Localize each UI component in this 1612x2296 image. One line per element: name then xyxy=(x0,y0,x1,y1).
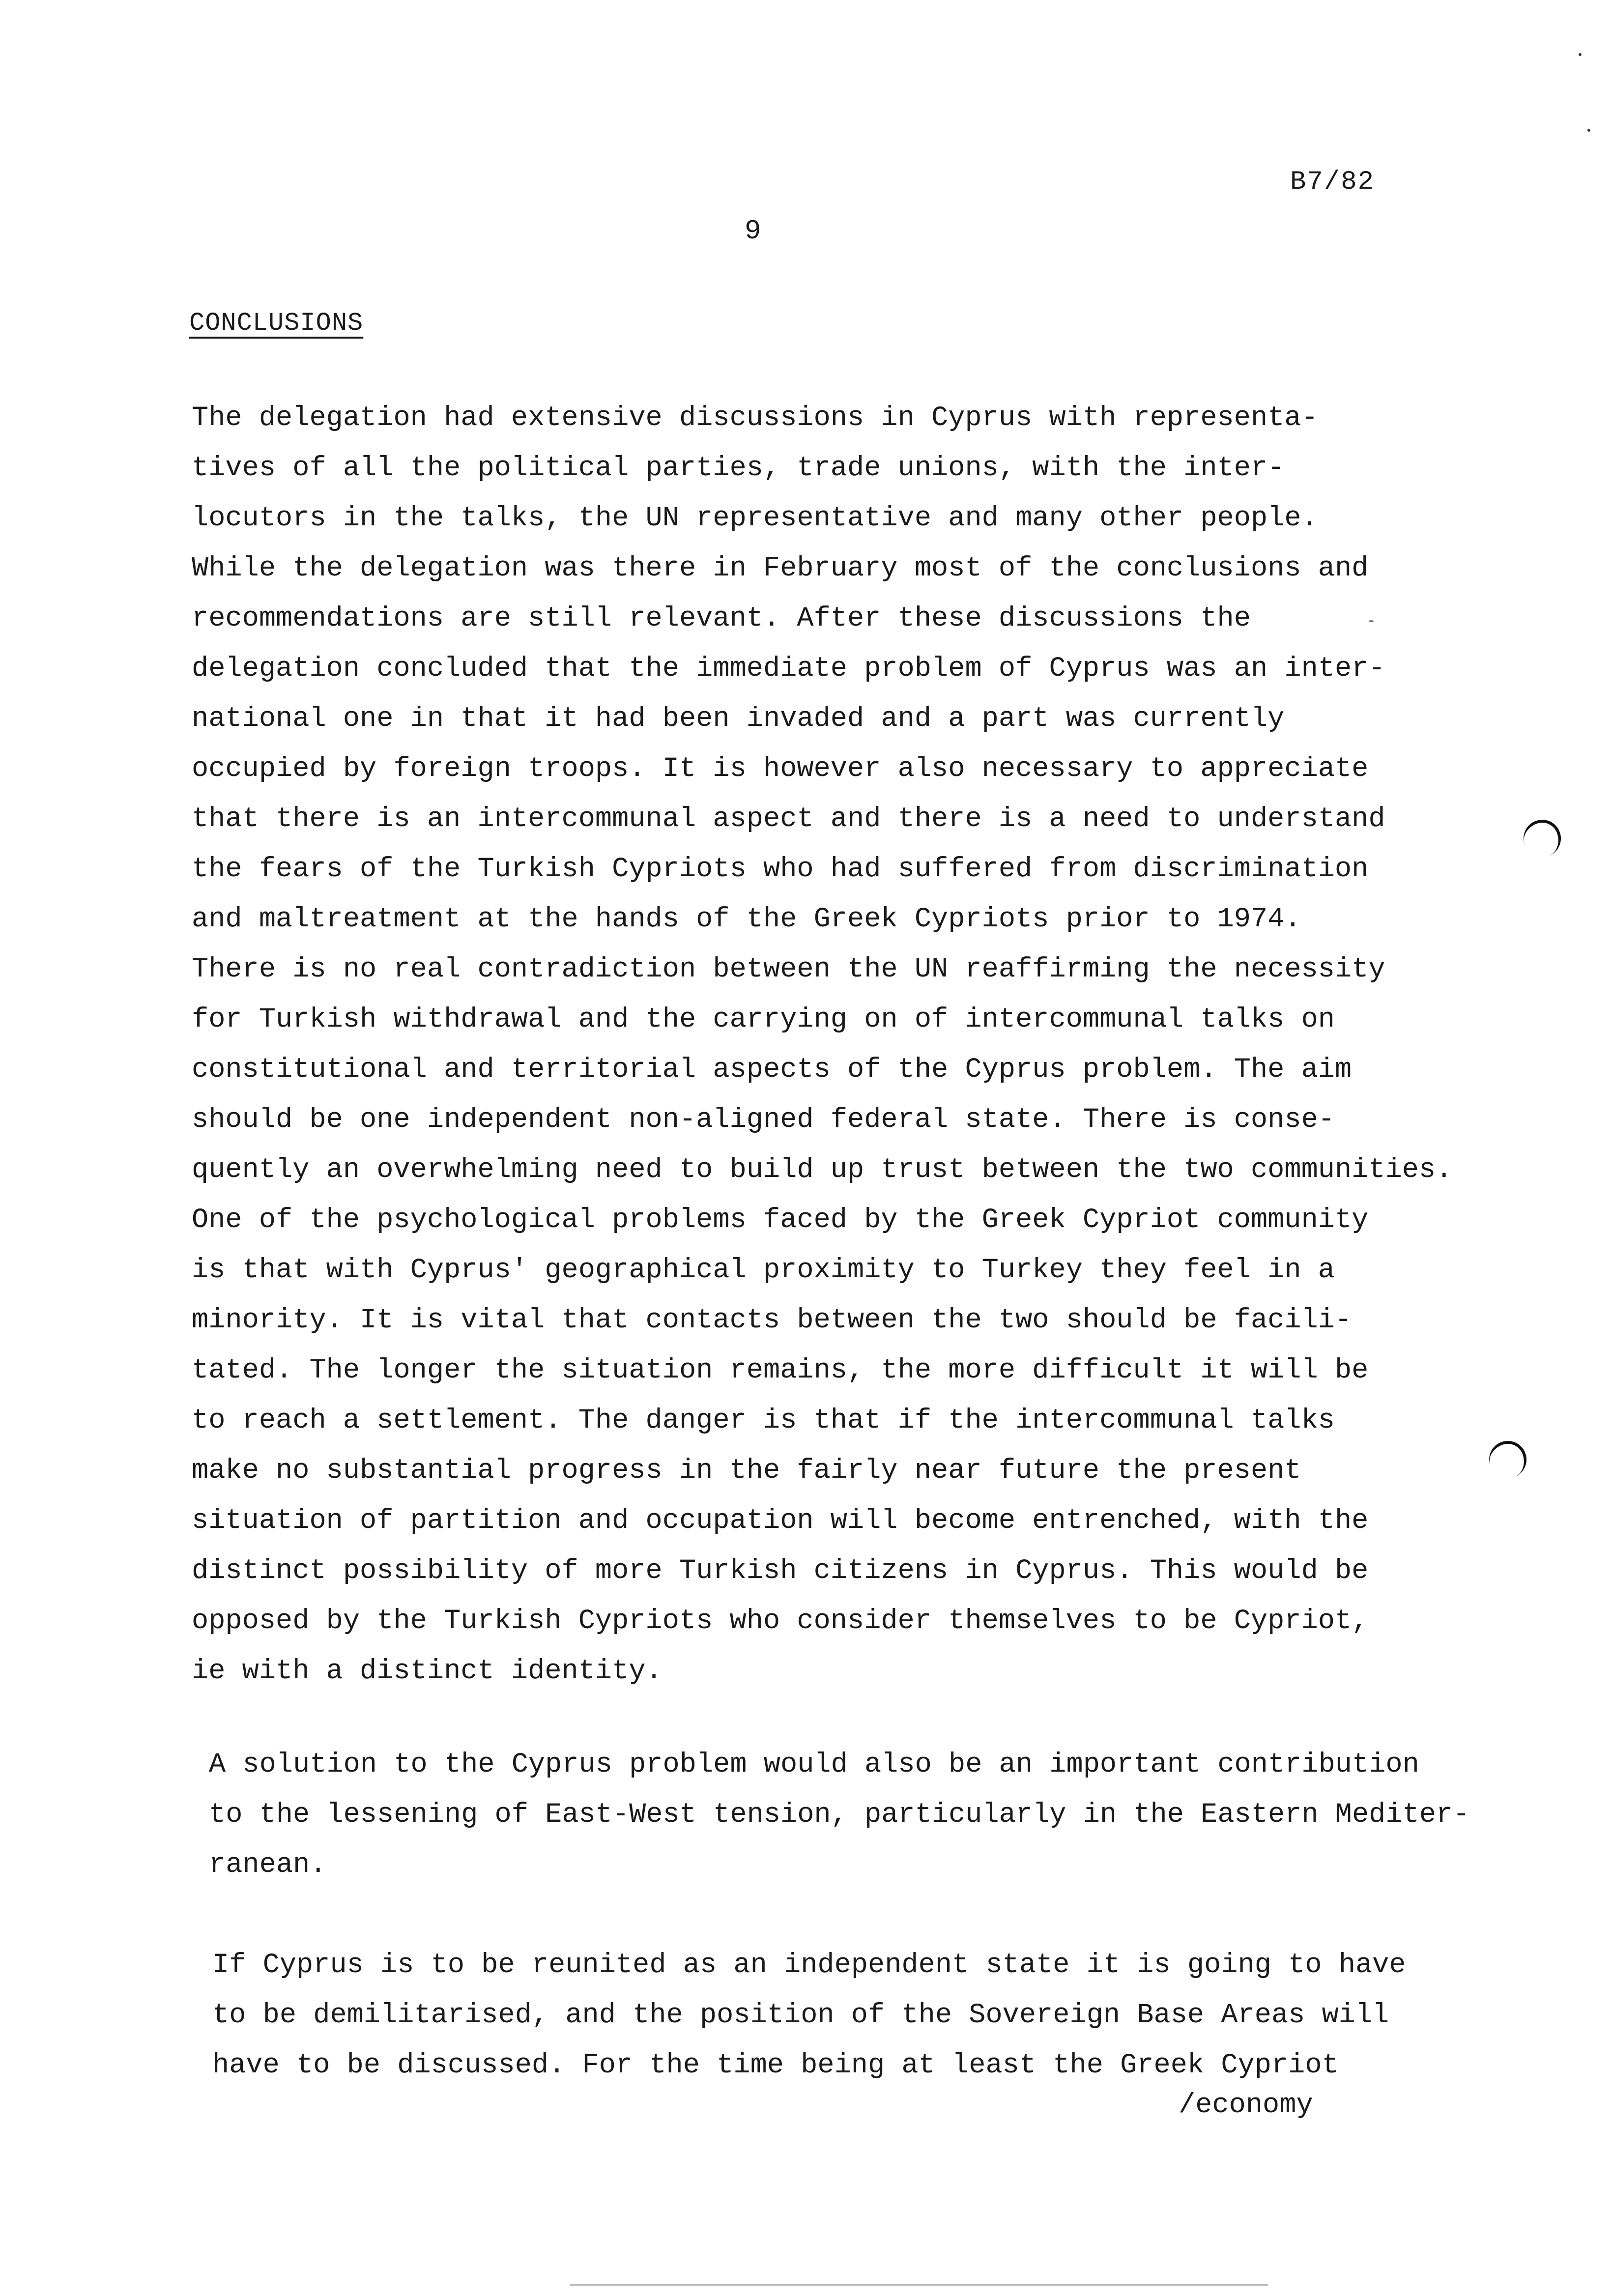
section-heading: CONCLUSIONS xyxy=(189,309,364,338)
text-line: have to be discussed. For the time being at least the Greek Cypriot xyxy=(212,2050,1339,2081)
text-line: distinct possibility of more Turkish citizens in Cyprus. This would be xyxy=(192,1555,1369,1587)
text-line: make no substantial progress in the fairly near future the present xyxy=(192,1455,1301,1487)
ink-speck xyxy=(1579,53,1582,56)
text-line: While the delegation was there in February most of the conclusions and xyxy=(192,553,1369,584)
text-line: and maltreatment at the hands of the Greek Cypriots prior to 1974. xyxy=(192,904,1301,935)
text-line: to reach a settlement. The danger is that if the intercommunal talks xyxy=(192,1405,1335,1436)
text-line: to the lessening of East-West tension, particularly in the Eastern Mediter- xyxy=(209,1799,1470,1831)
text-line: If Cyprus is to be reunited as an independent state it is going to have xyxy=(212,1950,1406,1981)
text-line: There is no real contradiction between the UN reaffirming the necessity xyxy=(192,954,1385,985)
text-line: minority. It is vital that contacts between the two should be facili- xyxy=(192,1305,1352,1336)
text-line: The delegation had extensive discussions in Cyprus with representa- xyxy=(192,402,1318,434)
text-line: tives of all the political parties, trade unions, with the inter- xyxy=(192,453,1285,484)
text-line: One of the psychological problems faced by the Greek Cypriot community xyxy=(192,1205,1369,1236)
text-line: recommendations are still relevant. After these discussions the xyxy=(192,603,1251,634)
text-line: for Turkish withdrawal and the carrying on of intercommunal talks on xyxy=(192,1004,1335,1035)
paragraph-1 xyxy=(192,393,1452,1696)
text-line: delegation concluded that the immediate problem of Cyprus was an inter- xyxy=(192,653,1385,685)
text-line: national one in that it had been invaded and a part was currently xyxy=(192,703,1285,735)
scan-edge-line xyxy=(570,2284,1268,2286)
text-line: opposed by the Turkish Cypriots who consider themselves to be Cypriot, xyxy=(192,1606,1369,1637)
text-line: to be demilitarised, and the position of the Sovereign Base Areas will xyxy=(212,2000,1389,2031)
paragraph-3 xyxy=(212,1940,1406,2091)
text-line: quently an overwhelming need to build up trust between the two communities. xyxy=(192,1154,1453,1186)
text-line: situation of partition and occupation will become entrenched, with the xyxy=(192,1505,1369,1537)
document-reference: B7/82 xyxy=(1290,167,1375,197)
text-line: locutors in the talks, the UN representative and many other people. xyxy=(192,503,1318,534)
text-line: is that with Cyprus' geographical proximity to Turkey they feel in a xyxy=(192,1255,1335,1286)
text-line: ie with a distinct identity. xyxy=(192,1656,662,1687)
text-line: tated. The longer the situation remains, the more difficult it will be xyxy=(192,1355,1369,1386)
text-line: A solution to the Cyprus problem would also be an important contribution xyxy=(209,1749,1419,1780)
paragraph-2 xyxy=(209,1740,1469,1890)
text-line: should be one independent non-aligned federal state. There is conse- xyxy=(192,1104,1335,1136)
punch-hole-mark xyxy=(1518,814,1566,862)
text-line: occupied by foreign troops. It is however also necessary to appreciate xyxy=(192,753,1369,785)
text-line: the fears of the Turkish Cypriots who had suffered from discrimination xyxy=(192,854,1369,885)
ink-speck xyxy=(1369,620,1374,622)
text-line: ranean. xyxy=(209,1849,327,1881)
page-number: 9 xyxy=(745,215,761,247)
text-line: constitutional and territorial aspects of the Cyprus problem. The aim xyxy=(192,1054,1352,1086)
text-line: that there is an intercommunal aspect and there is a need to understand xyxy=(192,804,1385,835)
ink-speck xyxy=(1587,129,1590,132)
catchword: /economy xyxy=(1179,2090,1313,2121)
punch-hole-mark xyxy=(1484,1435,1531,1483)
